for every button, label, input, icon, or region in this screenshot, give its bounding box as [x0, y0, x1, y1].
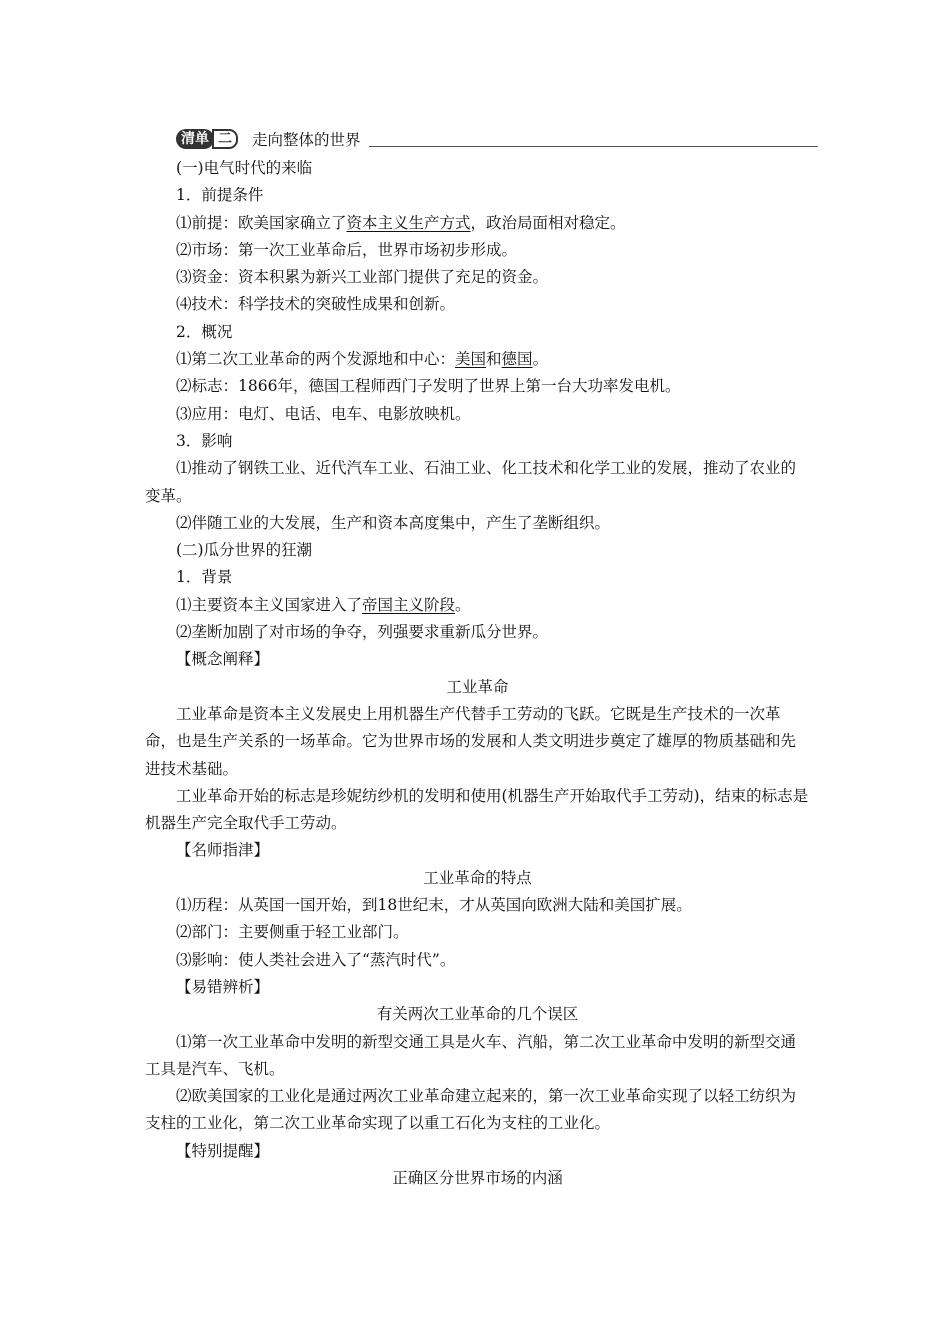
point-title: 3．影响 — [176, 431, 233, 450]
fill-blank-answer: 资本主义生产方式 — [346, 213, 471, 232]
paragraph: 工业革命是资本主义发展史上用机器生产代替手工劳动的飞跃。它既是生产技术的一次革命，也是生产关系的一场革命。它为世界市场的发展和人类文明进步奠定了雄厚的物质基础和先进技术基础。 — [145, 704, 797, 778]
fill-blank-answer: 帝国主义阶段 — [362, 595, 456, 614]
section-header — [145, 126, 810, 152]
list-item: ⑵市场：第一次工业革命后，世界市场初步形成。 — [176, 240, 518, 259]
list-item: ⑶影响：使人类社会进入了“蒸汽时代”。 — [176, 950, 456, 969]
document-body — [145, 126, 810, 1192]
point-title: 2．概况 — [176, 322, 233, 341]
box-label: 【特别提醒】 — [176, 1141, 270, 1160]
subsection-heading: (二)瓜分世界的狂潮 — [176, 541, 313, 560]
badge-number: 二 — [212, 129, 238, 149]
section-badge — [176, 129, 238, 149]
fill-blank-answer: 美国 — [455, 350, 487, 369]
list-item: ⑴前提：欧美国家确立了资本主义生产方式，政治局面相对稳定。 — [176, 213, 626, 232]
point-title: 1．背景 — [176, 568, 233, 587]
box-label: 【名师指津】 — [176, 841, 270, 860]
list-item: ⑷技术：科学技术的突破性成果和创新。 — [176, 295, 456, 314]
list-item: ⑵伴随工业的大发展，生产和资本高度集中，产生了垄断组织。 — [176, 513, 611, 532]
header-rule — [369, 132, 818, 147]
list-item: ⑶应用：电灯、电话、电车、电影放映机。 — [176, 404, 471, 423]
box-title: 工业革命 — [446, 677, 509, 696]
list-item: ⑴第二次工业革命的两个发源地和中心：美国和德国。 — [176, 350, 549, 369]
section-title: 走向整体的世界 — [252, 131, 361, 149]
list-item: ⑵标志：1866年，德国工程师西门子发明了世界上第一台大功率发电机。 — [176, 377, 681, 396]
box-title: 工业革命的特点 — [423, 868, 532, 887]
list-item: ⑴第一次工业革命中发明的新型交通工具是火车、汽船，第二次工业革命中发明的新型交通工具是汽车、飞机。 — [145, 1032, 797, 1078]
list-item: ⑶资金：资本积累为新兴工业部门提供了充足的资金。 — [176, 268, 549, 287]
point-title: 1．前提条件 — [176, 186, 264, 205]
fill-blank-answer: 德国 — [501, 350, 533, 369]
list-item: ⑵欧美国家的工业化是通过两次工业革命建立起来的，第一次工业革命实现了以轻工纺织为支柱的工业化，第二次工业革命实现了以重工石化为支柱的工业化。 — [145, 1087, 797, 1133]
list-item: ⑵部门：主要侧重于轻工业部门。 — [176, 923, 409, 942]
badge-label: 清单 — [176, 129, 214, 149]
box-title: 有关两次工业革命的几个误区 — [376, 1005, 579, 1024]
paragraph: 工业革命开始的标志是珍妮纺纱机的发明和使用(机器生产开始取代手工劳动)，结束的标志是机器生产完全取代手工劳动。 — [145, 786, 809, 833]
list-item: ⑵垄断加剧了对市场的争夺，列强要求重新瓜分世界。 — [176, 623, 549, 642]
list-item: ⑴历程：从英国一国开始，到18世纪末，才从英国向欧洲大陆和美国扩展。 — [176, 896, 692, 915]
box-label: 【易错辨析】 — [176, 977, 270, 996]
list-item: ⑴主要资本主义国家进入了帝国主义阶段。 — [176, 595, 471, 614]
list-item: ⑴推动了钢铁工业、近代汽车工业、石油工业、化工技术和化学工业的发展，推动了农业的变革。 — [145, 459, 797, 505]
box-label: 【概念阐释】 — [176, 650, 270, 669]
subsection-heading: (一)电气时代的来临 — [176, 159, 313, 177]
box-title: 正确区分世界市场的内涵 — [392, 1168, 563, 1187]
